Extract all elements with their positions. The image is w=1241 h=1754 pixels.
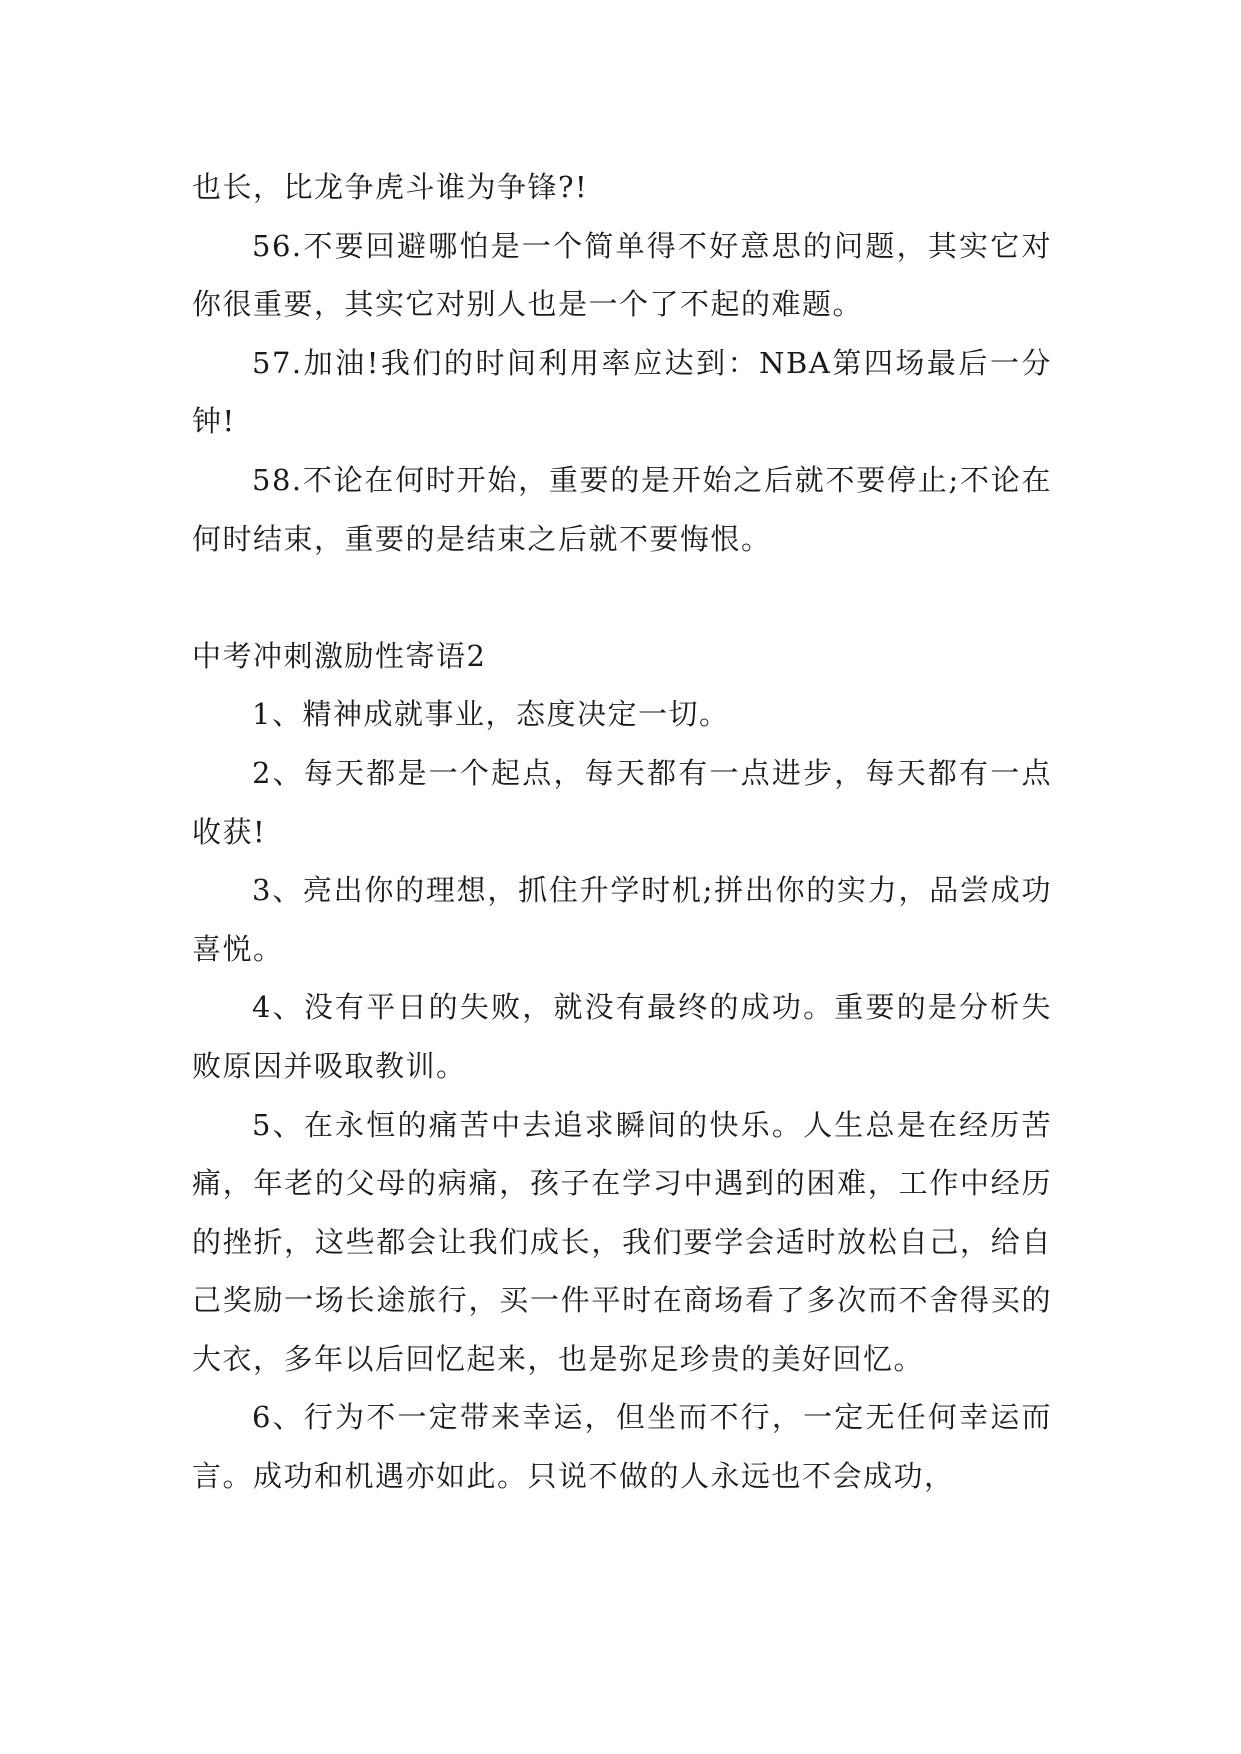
continued-text: 也长，比龙争虎斗谁为争锋?!	[192, 170, 589, 204]
paragraph-58: 58.不论在何时开始，重要的是开始之后就不要停止;不论在何时结束，重要的是结束之后就不要悔恨。	[192, 462, 1052, 556]
paragraph-3: 3、亮出你的理想，抓住升学时机;拼出你的实力，品尝成功喜悦。	[192, 873, 1052, 966]
paragraph-6: 6、行为不一定带来幸运，但坐而不行，一定无任何幸运而言。成功和机遇亦如此。只说不做的人永远也不会成功，	[192, 1400, 1052, 1494]
paragraph-56: 56.不要回避哪怕是一个简单得不好意思的问题，其实它对你很重要，其实它对别人也是一个了不起的难题。	[192, 228, 1052, 322]
paragraph-4: 4、没有平日的失败，就没有最终的成功。重要的是分析失败原因并吸取教训。	[192, 990, 1052, 1083]
section-title: 中考冲刺激励性寄语2	[192, 638, 487, 673]
paragraph-57: 57.加油!我们的时间利用率应达到：NBA第四场最后一分钟!	[192, 345, 1052, 439]
document-page	[192, 158, 1052, 1506]
paragraph-1: 1、精神成就事业，态度决定一切。	[252, 697, 730, 732]
section-gap	[192, 568, 1052, 627]
paragraph-2: 2、每天都是一个起点，每天都有一点进步，每天都有一点收获!	[192, 755, 1052, 849]
paragraph-5: 5、在永恒的痛苦中去追求瞬间的快乐。人生总是在经历苦痛，年老的父母的病痛，孩子在学习中遇到的困难，工作中经历的挫折，这些都会让我们成长，我们要学会适时放松自己，给自己奖励一场长途旅行，买一件平时在商场看了多次而不舍得买的大衣，多年以后回忆起来，也是弥足珍贵的美好回忆。	[192, 1107, 1052, 1376]
